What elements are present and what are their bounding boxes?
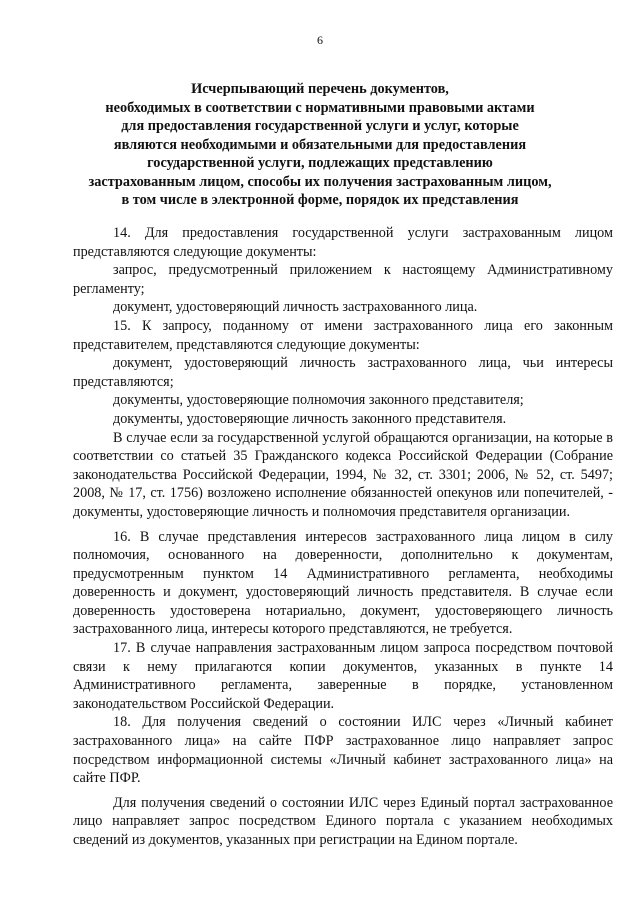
paragraph-14: 14. Для предоставления государственной услуги застрахованным лицом представляются следующие документы: (73, 225, 613, 260)
heading-line: застрахованным лицом, способы их получения застрахованным лицом, (88, 173, 552, 190)
heading-line: для предоставления государственной услуги и услуг, которые (121, 118, 519, 134)
heading-line: в том числе в электронной форме, порядок их представления (121, 192, 519, 208)
paragraph-18: 18. Для получения сведений о состоянии ИЛС через «Личный кабинет застрахованного лица» на сайте ПФР застрахованное лицо направляет запрос посредством информационной системы «Личный кабинет застрахованного лица» на сайте ПФР. (73, 714, 613, 787)
paragraph-14-item-id: документ, удостоверяющий личность застрахованного лица. (113, 299, 478, 316)
heading-line: Исчерпывающий перечень документов, (191, 81, 449, 97)
document-body (73, 224, 613, 850)
paragraph-17: 17. В случае направления застрахованным лицом запроса посредством почтовой связи к нему прилагаются копии документов, указанных в пункте 14 Административного регламента, заверенные в порядке, установленном законодательством Российской Федерации. (73, 640, 613, 712)
paragraph-15-item-rep-id: документы, удостоверяющие личность законного представителя. (113, 410, 507, 427)
paragraph-14-item-request: запрос, предусмотренный приложением к настоящему Административному регламенту; (73, 262, 613, 297)
paragraph-16: 16. В случае представления интересов застрахованного лица лицом в силу полномочия, основанного на доверенности, дополнительно к документам, предусмотренным пунктом 14 Административного регламента, необходимы доверенность и документ, удостоверяющий личность представителя. В случае если доверенность удостоверена нотариально, документ, удостоверяющего личность застрахованного лица, интересы которого представляются, не требуется. (73, 528, 613, 638)
heading-line: необходимых в соответствии с нормативными правовыми актами (105, 99, 535, 116)
paragraph-single-portal: Для получения сведений о состоянии ИЛС через Единый портал застрахованное лицо направляет запрос посредством Единого портала с указанием необходимых сведений из документов, указанных при регистрации на Едином портале. (73, 794, 613, 848)
paragraph-15-item-id: документ, удостоверяющий личность застрахованного лица, чьи интересы представляются; (73, 355, 613, 390)
heading-line: государственной услуги, подлежащих представлению (147, 155, 493, 171)
paragraph-organizations: В случае если за государственной услугой обращаются организации, на которые в соответствии со статьей 35 Гражданского кодекса Российской Федерации (Собрание законодательства Российской Федерации, 1994, № 32, ст. 3301; 2006, № 52, ст. 5497; 2008, № 17, ст. 1756) возложено исполнение обязанностей опекунов или попечителей, - документы, удостоверяющие личность и полномочия представителя организации. (73, 429, 613, 520)
page-number: 6 (317, 33, 323, 47)
section-heading (60, 80, 580, 210)
paragraph-15-item-authority: документы, удостоверяющие полномочия законного представителя; (113, 392, 524, 409)
heading-line: являются необходимыми и обязательными для предоставления (113, 136, 527, 153)
paragraph-15: 15. К запросу, поданному от имени застрахованного лица его законным представителем, представляются следующие документы: (73, 317, 613, 353)
